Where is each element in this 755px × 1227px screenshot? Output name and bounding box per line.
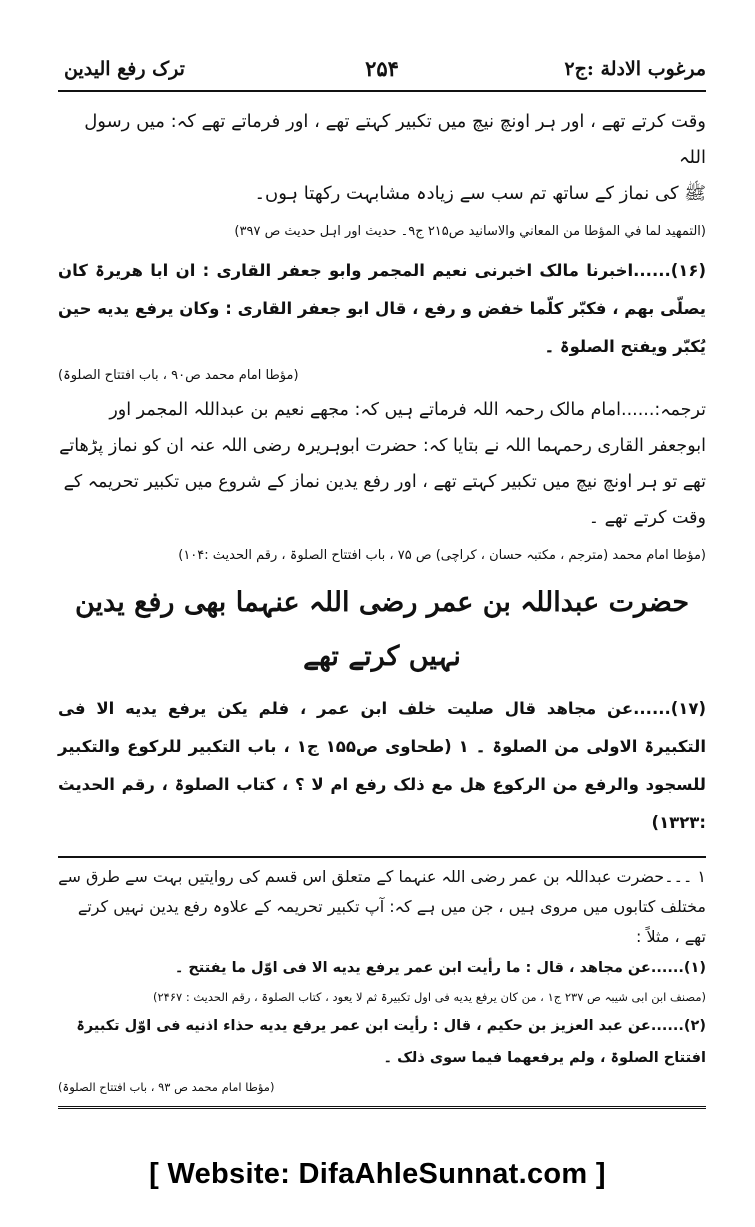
book-title: مرغوب الادلة :ج۲ <box>564 58 706 80</box>
hadith-reference: (مؤطا امام محمد ص۹۰ ، باب افتتاح الصلوۃ) <box>58 368 299 383</box>
reference: (التمهيد لما في المؤطا من المعاني والاسانيد ص۲۱۵ ج۹۔ حدیث اور اہل حدیث ص ۳۹۷) <box>234 224 706 239</box>
page-number: ۲۵۴ <box>365 56 399 81</box>
bottom-divider <box>58 1106 706 1109</box>
section-title: حضرت عبداللہ بن عمر رضی اللہ عنہما بھی رفع یدین نہیں کرتے تھے <box>74 587 690 672</box>
page <box>58 48 706 1109</box>
block-1 <box>58 104 706 246</box>
translation-reference: (مؤطا امام محمد (مترجم ، مکتبہ حسان ، کراچی) ص ۷۵ ، باب افتتاح الصلوۃ ، رقم الحدیث :۱۰۴) <box>178 548 706 563</box>
hadith-arabic: (۱۶)......اخبرنا مالک اخبرنی نعیم المجمر وابو جعفر القاری : ان ابا ھریرۃ کان یصلّی بھم ، فکبّر کلّما خفض و رفع ، قال ابو جعفر القاری : وکان یرفع یدیه حین یُکبّر ویفتح الصلوۃ ۔ <box>58 261 706 356</box>
hadith-16 <box>58 252 706 570</box>
hadith-translation: ترجمہ:......امام مالک رحمہ اللہ فرماتے ہیں کہ: مجھے نعیم بن عبداللہ المجمر اور ابوجعفر القاری رحمہما اللہ نے بتایا کہ: حضرت ابوہریرہ رضی اللہ عنہ ان کو نماز پڑھاتے تھے تو ہر اونچ نیچ میں تکبیر کہتے تھے ، اور رفع یدین نماز کے شروع میں تکبیر تحریمہ کے وقت کرتے تھے ۔ <box>59 400 706 528</box>
footnote-divider <box>58 856 706 858</box>
footnote-item-2-reference: (مؤطا امام محمد ص ۹۳ ، باب افتتاح الصلوۃ) <box>58 1080 275 1094</box>
urdu-line: وقت کرتے تھے ، اور ہر اونچ نیچ میں تکبیر کہتے تھے ، اور فرماتے تھے کہ: میں رسول اللہ <box>84 111 706 168</box>
footnote-intro: ۱ ۔۔۔حضرت عبداللہ بن عمر رضی اللہ عنہما کے متعلق اس قسم کی روایتیں بہت سے طرق سے مختلف کتابوں میں مروی ہیں ، جن میں ہے کہ: آپ تکبیر تحریمہ کے علاوہ رفع یدین نہیں کرتے تھے ، مثلاً : <box>58 867 706 946</box>
hadith-17 <box>58 690 706 842</box>
urdu-line: ﷺ کی نماز کے ساتھ تم سب سے زیادہ مشابہت رکھتا ہوں۔ <box>254 183 706 204</box>
footnote-item-1: (۱)......عن مجاھد ، قال : ما رأیت ابن عمر یرفع یدیه الا فی اوّل ما یفتتح ۔ <box>174 960 706 976</box>
footnote-item-2: (۲)......عن عبد العزیز بن حکیم ، قال : رأیت ابن عمر یرفع یدیه حذاء اذنیه فی اوّل تکبیرۃ افتتاح الصلوۃ ، ولم یرفعھما فیما سوی ذلک ۔ <box>76 1018 706 1066</box>
chapter-title: ترک رفع الیدین <box>64 58 185 80</box>
page-header <box>58 48 706 92</box>
website-banner: [ Website: DifaAhleSunnat.com ] <box>149 1158 606 1190</box>
hadith-arabic: (۱۷)......عن مجاھد قال صلیت خلف ابن عمر ، فلم یکن یرفع یدیه الا فی التکبیرۃ الاولی من الصلوۃ ۔ ۱ (طحاوی ص۱۵۵ ج۱ ، باب التکبیر للرکوع والتکبیر للسجود والرفع من الرکوع ھل مع ذلک رفع ام لا ؟ ، کتاب الصلوۃ ، رقم الحدیث :۱۳۲۳) <box>58 699 707 832</box>
footnote-item-1-reference: (مصنف ابن ابی شیبہ ص ۲۳۷ ج۱ ، من کان یرفع یدیه فی اول تکبیرۃ ثم لا یعود ، کتاب الصلوۃ ، رقم الحدیث : ۲۴۶۷) <box>152 990 706 1004</box>
footnote <box>58 862 706 1100</box>
